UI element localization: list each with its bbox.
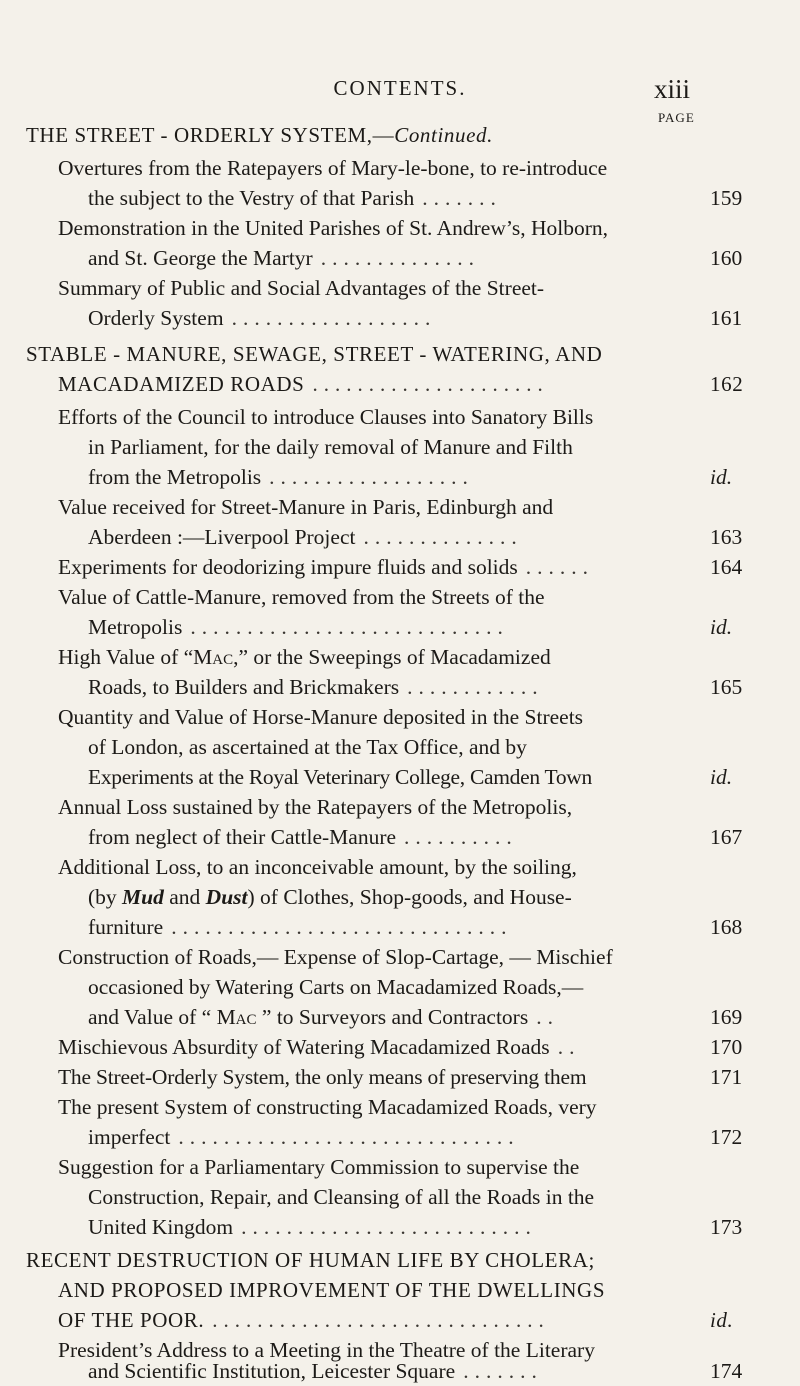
toc-entry-line: High Value of “Mac,” or the Sweepings of Macadamized <box>58 645 551 669</box>
toc-entry: and Scientific Institution, Leicester Square ....... 174 <box>88 1359 743 1383</box>
toc-entry: Metropolis ............................ id. <box>88 615 733 639</box>
section-heading-cholera-cont: OF THE POOR. .............................. id. <box>58 1308 734 1332</box>
toc-entry-line: Construction, Repair, and Cleansing of all the Roads in the <box>88 1185 595 1209</box>
page-number: xiii <box>654 74 691 104</box>
toc-entry-line: Value of Cattle-Manure, removed from the Streets of the <box>58 585 545 609</box>
toc-entry: imperfect .............................. 172 <box>88 1125 743 1149</box>
section-heading-street-orderly: THE STREET - ORDERLY SYSTEM,—Continued. <box>26 123 493 147</box>
toc-entry: from neglect of their Cattle-Manure .......... 167 <box>88 825 743 849</box>
toc-entry-line: Summary of Public and Social Advantages of the Street- <box>58 276 545 300</box>
toc-entry-line: President’s Address to a Meeting in the Theatre of the Literary <box>58 1338 595 1362</box>
toc-entry-line: occasioned by Watering Carts on Macadamized Roads,— <box>88 975 584 999</box>
toc-entry-line: Demonstration in the United Parishes of St. Andrew’s, Holborn, <box>58 216 608 240</box>
toc-entry: The Street-Orderly System, the only means of preserving them 171 <box>58 1065 743 1089</box>
running-header-title: CONTENTS. <box>333 76 467 100</box>
toc-entry: Aberdeen :—Liverpool Project .............. 163 <box>88 525 743 549</box>
toc-entry-line: Overtures from the Ratepayers of Mary-le-bone, to re-introduce <box>58 156 608 180</box>
section-heading-cholera: RECENT DESTRUCTION OF HUMAN LIFE BY CHOLERA; <box>26 1248 595 1272</box>
toc-entry: furniture .............................. 168 <box>88 915 743 939</box>
toc-entry-line: Suggestion for a Parliamentary Commission to supervise the <box>58 1155 580 1179</box>
toc-entry: the subject to the Vestry of that Parish ....... 159 <box>88 186 743 210</box>
section-heading-stable-manure-cont: MACADAMIZED ROADS ..................... 162 <box>58 372 744 396</box>
toc-entry: United Kingdom .......................... 173 <box>88 1215 743 1239</box>
toc-entry: from the Metropolis .................. id. <box>88 465 733 489</box>
toc-entry: Experiments at the Royal Veterinary College, Camden Town id. <box>88 765 733 789</box>
section-heading-stable-manure: STABLE - MANURE, SEWAGE, STREET - WATERING, AND <box>26 342 603 366</box>
toc-entry-line: (by Mud and Dust) of Clothes, Shop-goods, and House- <box>88 885 572 909</box>
toc-entry: Orderly System .................. 161 <box>88 306 743 330</box>
toc-entry-line: Quantity and Value of Horse-Manure deposited in the Streets <box>58 705 584 729</box>
toc-entry-line: Additional Loss, to an inconceivable amount, by the soiling, <box>58 855 577 879</box>
toc-entry: Experiments for deodorizing impure fluids and solids ...... 164 <box>58 555 743 579</box>
toc-entry-line: Annual Loss sustained by the Ratepayers of the Metropolis, <box>58 795 573 819</box>
toc-entry-line: Construction of Roads,— Expense of Slop-Cartage, — Mischief <box>58 945 613 969</box>
toc-entry: Mischievous Absurdity of Watering Macadamized Roads .. 170 <box>58 1035 743 1059</box>
toc-entry: and St. George the Martyr .............. 160 <box>88 246 743 270</box>
toc-entry-line: Efforts of the Council to introduce Clauses into Sanatory Bills <box>58 405 594 429</box>
page-column-label: PAGE <box>658 110 695 125</box>
toc-entry: Roads, to Builders and Brickmakers ............ 165 <box>88 675 743 699</box>
toc-entry-line: Value received for Street-Manure in Paris, Edinburgh and <box>58 495 554 519</box>
toc-entry-line: in Parliament, for the daily removal of Manure and Filth <box>88 435 573 459</box>
toc-entry-line: The present System of constructing Macadamized Roads, very <box>58 1095 597 1119</box>
section-heading-cholera-cont: AND PROPOSED IMPROVEMENT OF THE DWELLINGS <box>58 1278 606 1302</box>
toc-entry-line: of London, as ascertained at the Tax Office, and by <box>88 735 527 759</box>
toc-entry: and Value of “ Mac ” to Surveyors and Contractors .. 169 <box>88 1005 743 1029</box>
